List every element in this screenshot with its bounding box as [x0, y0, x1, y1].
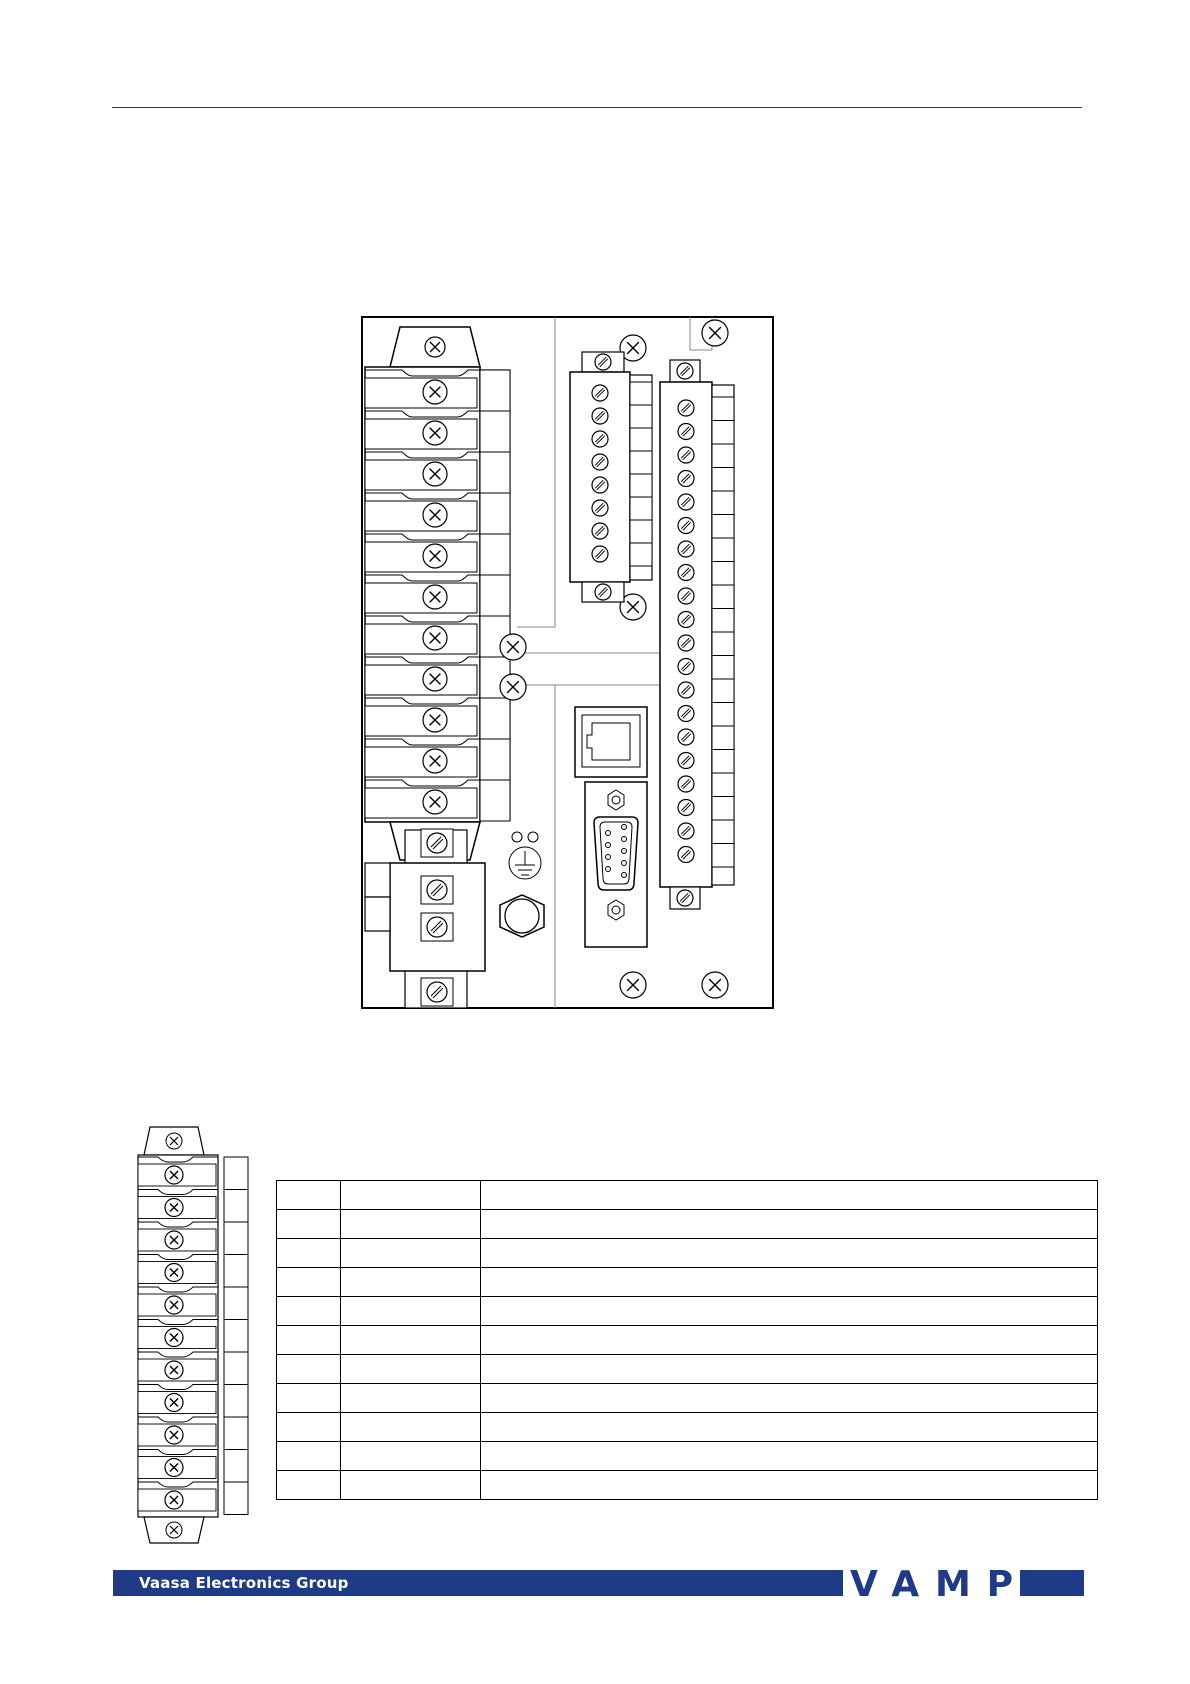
table-row [277, 1384, 1098, 1413]
terminal-screw [592, 523, 608, 539]
terminal-screw [678, 541, 694, 557]
terminal-label-cell [224, 1482, 248, 1515]
terminal-label-cell [224, 1255, 248, 1288]
table-row [277, 1413, 1098, 1442]
terminal-label-cell [712, 585, 734, 609]
terminal-label-cell [712, 820, 734, 844]
terminal-screw [677, 890, 693, 906]
terminal-label-cell [224, 1417, 248, 1450]
terminal-label-cell [480, 739, 510, 780]
table-cell [277, 1181, 341, 1210]
table-cell [277, 1210, 341, 1239]
terminal-label-cell [480, 780, 510, 821]
table-cell [277, 1471, 341, 1500]
terminal-label-cell [224, 1222, 248, 1255]
table-cell [341, 1181, 481, 1210]
terminal-screw [592, 408, 608, 424]
table-cell [277, 1239, 341, 1268]
terminal-screw [678, 776, 694, 792]
terminal-label-cell [224, 1190, 248, 1223]
table-cell [341, 1413, 481, 1442]
terminal-label-cell [712, 797, 734, 821]
table-row [277, 1355, 1098, 1384]
rear-panel-diagram [360, 315, 775, 1010]
terminal-screw [595, 354, 611, 370]
table-cell [341, 1239, 481, 1268]
terminal-screw [678, 635, 694, 651]
rj-port-icon [575, 707, 647, 777]
terminal-label-cell [480, 534, 510, 575]
terminal-label-cell [712, 773, 734, 797]
table-cell [481, 1181, 1098, 1210]
table-cell [341, 1384, 481, 1413]
terminal-label-cell [712, 750, 734, 774]
table-cell [277, 1355, 341, 1384]
terminal-screw [678, 447, 694, 463]
terminal-screw [678, 682, 694, 698]
table-row [277, 1181, 1098, 1210]
terminal-screw [421, 876, 453, 904]
terminal-label-cell [712, 844, 734, 868]
table-cell [481, 1210, 1098, 1239]
terminal-label-cell [224, 1287, 248, 1320]
terminal-screw [678, 800, 694, 816]
screw-icon [702, 972, 728, 998]
terminal-screw [678, 706, 694, 722]
terminal-label-cell [630, 451, 652, 474]
terminal-label-cell [630, 520, 652, 543]
terminal-label-cell [630, 497, 652, 520]
terminal-label-cell [630, 382, 652, 405]
terminal-screw [421, 913, 453, 941]
table-row [277, 1268, 1098, 1297]
table-cell [277, 1268, 341, 1297]
vamp-logo [850, 1566, 1084, 1600]
table-cell [481, 1239, 1098, 1268]
terminal-label-cell [712, 444, 734, 468]
table-cell [277, 1413, 341, 1442]
terminal-label-cell [712, 562, 734, 586]
terminal-label-cell [712, 421, 734, 445]
table-cell [481, 1413, 1098, 1442]
table-cell [277, 1297, 341, 1326]
table-cell [481, 1268, 1098, 1297]
screw-icon [500, 674, 526, 700]
table-row [277, 1442, 1098, 1471]
dsub-port-icon [585, 782, 647, 947]
terminal-label-cell [712, 491, 734, 515]
terminal-label-cell [712, 726, 734, 750]
table-cell [341, 1471, 481, 1500]
terminal-screw [678, 612, 694, 628]
terminal-label-cell [712, 609, 734, 633]
terminal-label-cell [224, 1157, 248, 1190]
terminal-label-cell [480, 575, 510, 616]
terminal-screw [678, 565, 694, 581]
screw-icon [702, 320, 728, 346]
terminal-label-cell [224, 1352, 248, 1385]
terminal-label-cell [712, 397, 734, 421]
terminal-screw [678, 588, 694, 604]
io-terminal-block [570, 352, 652, 602]
table-cell [481, 1297, 1098, 1326]
table-cell [277, 1326, 341, 1355]
terminal-screw [678, 729, 694, 745]
ground-bolt-icon [500, 895, 544, 937]
main-terminal-block [365, 327, 510, 860]
table-row [277, 1210, 1098, 1239]
terminal-screw [677, 363, 693, 379]
vamp-logo-text: VAMP [850, 1566, 1015, 1600]
terminal-label-cell [712, 632, 734, 656]
terminal-label-cell [712, 656, 734, 680]
terminal-screw [678, 847, 694, 863]
connector-table [276, 1180, 1098, 1500]
terminal-label-cell [480, 370, 510, 411]
footer-bar [113, 1570, 843, 1596]
terminal-label-cell [480, 493, 510, 534]
relay-terminal-block [660, 360, 734, 909]
terminal-screw [592, 454, 608, 470]
terminal-screw [421, 829, 453, 857]
terminal-screw [592, 431, 608, 447]
terminal-screw [678, 659, 694, 675]
terminal-label-cell [480, 411, 510, 452]
terminal-label-cell [712, 515, 734, 539]
table-cell [341, 1297, 481, 1326]
table-cell [481, 1471, 1098, 1500]
terminal-screw [678, 518, 694, 534]
terminal-screw [678, 400, 694, 416]
table-cell [277, 1442, 341, 1471]
table-cell [341, 1268, 481, 1297]
table-cell [341, 1210, 481, 1239]
terminal-label-cell [630, 474, 652, 497]
footer-company: Vaasa Electronics Group [139, 1574, 349, 1592]
terminal-label-cell [630, 405, 652, 428]
terminal-screw [678, 753, 694, 769]
table-cell [481, 1442, 1098, 1471]
terminal-label-cell [480, 452, 510, 493]
table-cell [341, 1355, 481, 1384]
terminal-screw [595, 584, 611, 600]
terminal-label-cell [224, 1385, 248, 1418]
terminal-label-cell [630, 543, 652, 566]
terminal-label-cell [480, 698, 510, 739]
terminal-block-diagram [128, 1125, 253, 1545]
table-cell [341, 1326, 481, 1355]
table-cell [481, 1326, 1098, 1355]
terminal-screw [678, 494, 694, 510]
terminal-label-cell [630, 428, 652, 451]
terminal-screw [592, 546, 608, 562]
terminal-label-cell [712, 468, 734, 492]
table-row [277, 1297, 1098, 1326]
table-cell [277, 1384, 341, 1413]
header-rule [112, 107, 1082, 108]
terminal-screw [678, 823, 694, 839]
terminal-screw [678, 424, 694, 440]
terminal-label-cell [712, 679, 734, 703]
terminal-label-cell [712, 538, 734, 562]
terminal-screw [421, 978, 453, 1006]
table-cell [341, 1442, 481, 1471]
terminal-screw [592, 385, 608, 401]
table-row [277, 1239, 1098, 1268]
table-row [277, 1326, 1098, 1355]
terminal-label-cell [712, 703, 734, 727]
screw-icon [620, 972, 646, 998]
terminal-screw [678, 471, 694, 487]
terminal-screw [592, 500, 608, 516]
terminal-screw [592, 477, 608, 493]
terminal-label-cell [224, 1450, 248, 1483]
table-cell [481, 1355, 1098, 1384]
terminal-label-cell [224, 1320, 248, 1353]
table-row [277, 1471, 1098, 1500]
screw-icon [500, 634, 526, 660]
table-cell [481, 1384, 1098, 1413]
